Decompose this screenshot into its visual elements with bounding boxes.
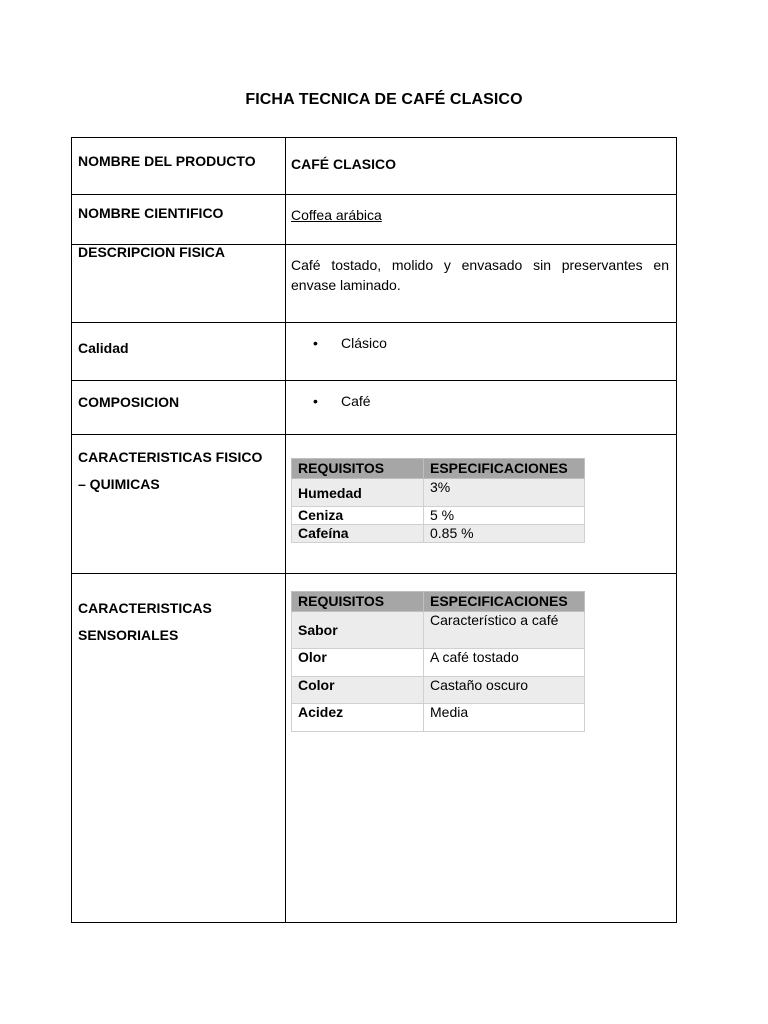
requirement-cell: Sabor — [292, 612, 424, 649]
bullet-icon: • — [313, 335, 318, 351]
header-especificaciones: ESPECIFICACIONES — [424, 459, 585, 479]
specification-cell: Castaño oscuro — [424, 677, 585, 704]
specification-cell: Media — [424, 704, 585, 732]
bullet-icon: • — [313, 393, 318, 409]
row-composition — [72, 381, 676, 435]
table-row — [292, 612, 585, 649]
header-requisitos: REQUISITOS — [292, 459, 424, 479]
row-physicochemical — [72, 435, 676, 574]
table-row — [292, 479, 585, 507]
table-header-row — [292, 592, 585, 612]
row-physical-description — [72, 245, 676, 323]
specification-cell: Característico a café — [424, 612, 585, 649]
composition-value: Café — [341, 393, 371, 409]
table-row — [292, 704, 585, 732]
requirement-cell: Ceniza — [292, 507, 424, 525]
composition-bullet-item — [313, 393, 669, 409]
sensory-table — [291, 591, 585, 732]
row-product-name — [72, 138, 676, 195]
document-title: FICHA TECNICA DE CAFÉ CLASICO — [245, 91, 523, 108]
row-sensory — [72, 574, 676, 922]
physicochemical-label-line2: – QUIMICAS — [78, 476, 160, 492]
header-requisitos: REQUISITOS — [292, 592, 424, 612]
specification-cell: 5 % — [424, 507, 585, 525]
table-row — [292, 525, 585, 543]
quality-value: Clásico — [341, 335, 387, 351]
physical-description-label: DESCRIPCION FISICA — [78, 244, 226, 260]
product-name-label: NOMBRE DEL PRODUCTO — [78, 153, 256, 169]
scientific-name-value: Coffea arábica — [291, 207, 382, 223]
sensory-label-line2: SENSORIALES — [78, 627, 179, 643]
physicochemical-table — [291, 458, 585, 543]
requirement-cell: Humedad — [292, 479, 424, 507]
requirement-cell: Cafeína — [292, 525, 424, 543]
row-scientific-name — [72, 195, 676, 245]
product-name-value: CAFÉ CLASICO — [291, 156, 396, 172]
table-row — [292, 677, 585, 704]
specification-cell: 0.85 % — [424, 525, 585, 543]
quality-bullet-item — [313, 335, 669, 351]
spec-sheet-table — [71, 137, 677, 923]
scientific-name-label: NOMBRE CIENTIFICO — [78, 205, 224, 221]
row-quality — [72, 323, 676, 381]
composition-label: COMPOSICION — [78, 394, 180, 410]
header-especificaciones: ESPECIFICACIONES — [424, 592, 585, 612]
requirement-cell: Color — [292, 677, 424, 704]
physicochemical-label-line1: CARACTERISTICAS FISICO — [78, 449, 263, 465]
physical-description-value: Café tostado, molido y envasado sin preservantes en envase laminado. — [291, 257, 669, 293]
sensory-label-line1: CARACTERISTICAS — [78, 600, 212, 616]
requirement-cell: Olor — [292, 649, 424, 677]
table-row — [292, 649, 585, 677]
specification-cell: A café tostado — [424, 649, 585, 677]
quality-label: Calidad — [78, 340, 129, 356]
specification-cell: 3% — [424, 479, 585, 507]
requirement-cell: Acidez — [292, 704, 424, 732]
table-row — [292, 507, 585, 525]
table-header-row — [292, 459, 585, 479]
